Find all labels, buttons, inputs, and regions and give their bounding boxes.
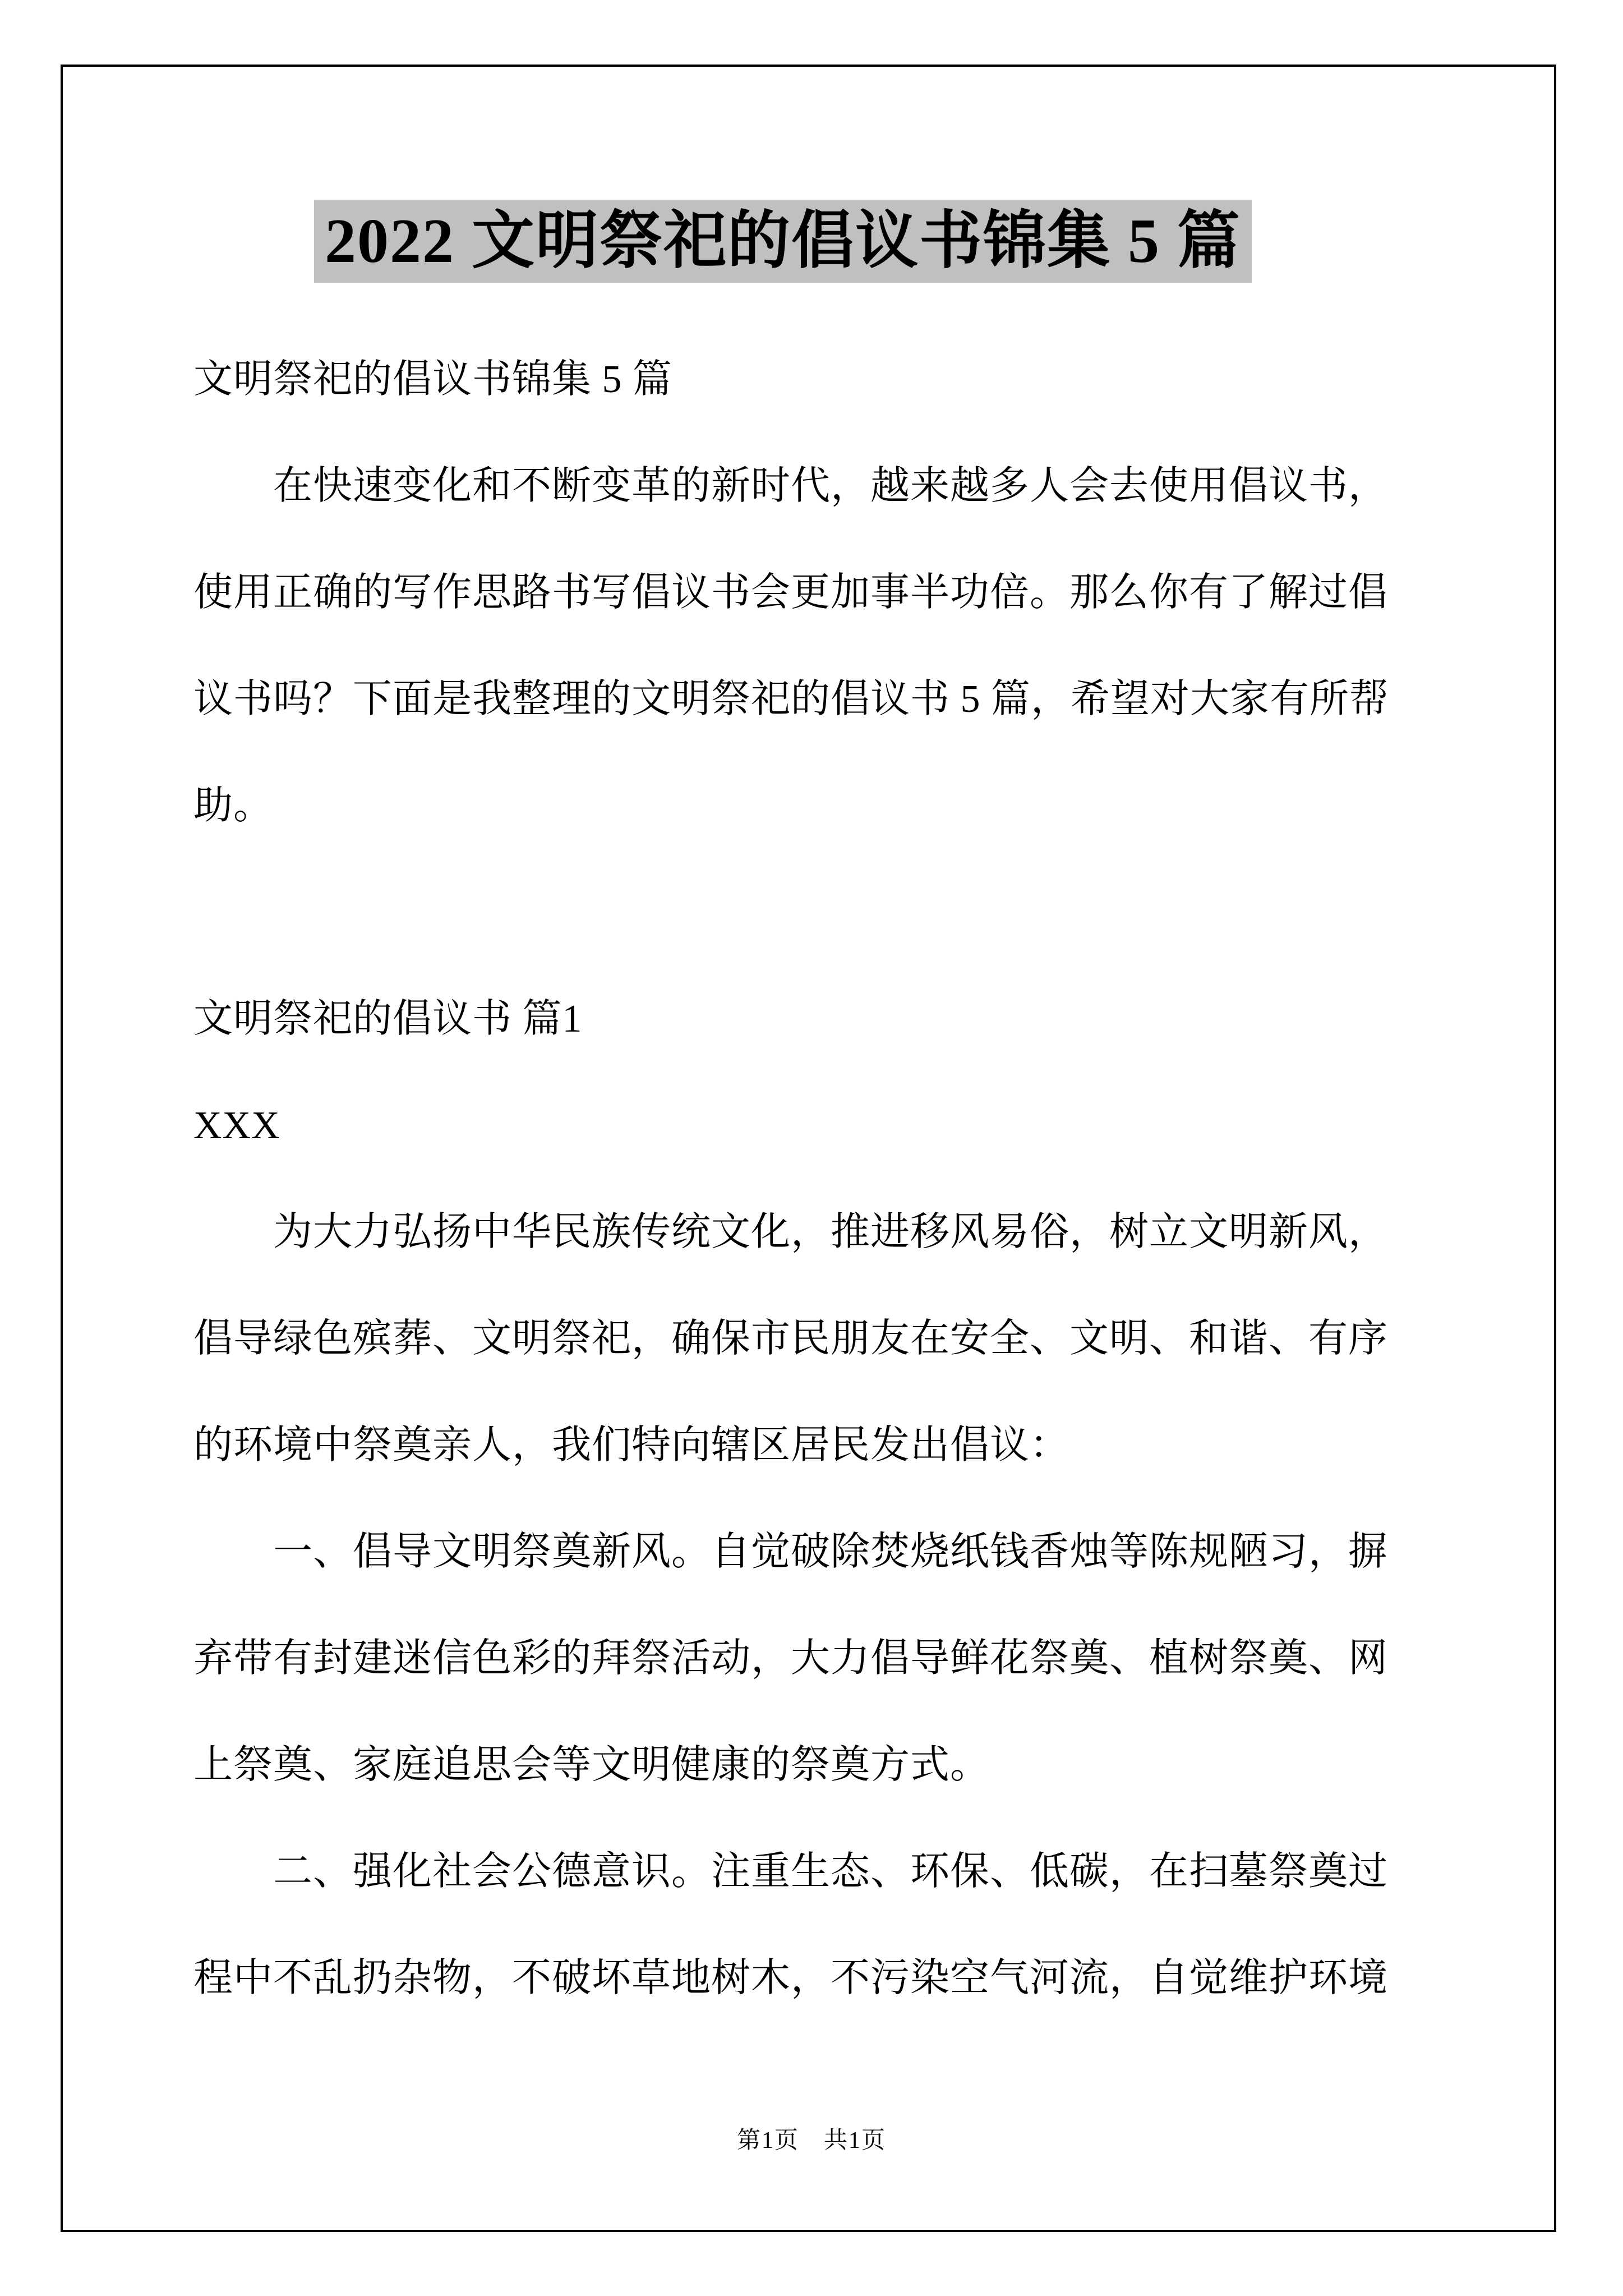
text-line	[193, 859, 1433, 966]
text-line: 为大力弘扬中华民族传统文化，推进移风易俗，树立文明新风，	[273, 1211, 1388, 1254]
page-footer: 第1页 共1页	[736, 2128, 886, 2154]
text-line: 的环境中祭奠亲人，我们特向辖区居民发出倡议：	[193, 1424, 1069, 1467]
text-line: 弃带有封建迷信色彩的拜祭活动，大力倡导鲜花祭奠、植树祭奠、网	[193, 1637, 1388, 1680]
text-line: 二、强化社会公德意识。注重生态、环保、低碳，在扫墓祭奠过	[273, 1850, 1388, 1893]
text-line: 议书吗？下面是我整理的文明祭祀的倡议书 5 篇，希望对大家有所帮	[193, 678, 1389, 721]
text-line: 一、倡导文明祭奠新风。自觉破除焚烧纸钱香烛等陈规陋习，摒	[273, 1530, 1388, 1573]
document-body	[193, 326, 1433, 2032]
text-line: 倡导绿色殡葬、文明祭祀，确保市民朋友在安全、文明、和谐、有序	[193, 1317, 1388, 1360]
text-line: 在快速变化和不断变革的新时代，越来越多人会去使用倡议书，	[273, 464, 1388, 508]
text-line: XXX	[193, 1104, 280, 1147]
text-line: 程中不乱扔杂物，不破坏草地树木，不污染空气河流，自觉维护环境	[193, 1957, 1388, 2000]
text-line: 文明祭祀的倡议书锦集 5 篇	[193, 358, 672, 401]
document-title: 2022 文明祭祀的倡议书锦集 5 篇	[314, 200, 1252, 283]
text-line: 上祭奠、家庭追思会等文明健康的祭奠方式。	[193, 1743, 990, 1787]
text-line: 助。	[193, 784, 273, 827]
text-line: 使用正确的写作思路书写倡议书会更加事半功倍。那么你有了解过倡	[193, 571, 1388, 614]
text-line: 文明祭祀的倡议书 篇1	[193, 997, 583, 1041]
